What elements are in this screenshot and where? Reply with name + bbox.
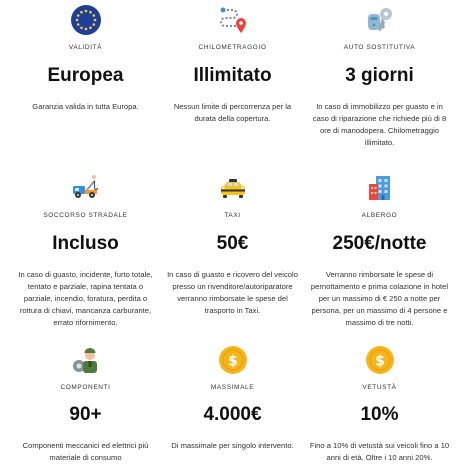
card-label: ALBERGO — [361, 212, 398, 219]
card-componenti — [8, 344, 163, 464]
card-value: Incluso — [52, 233, 119, 254]
card-description: In caso di immobilizzo per guasto e in caso di riparazione che richiede più di 8 ore di manodopera. Chilometraggio illimitato. — [312, 102, 447, 147]
mechanic-icon — [70, 344, 102, 376]
card-description: Garanzia valida in tutta Europa. — [32, 102, 139, 111]
card-description: Componenti meccanici ed elettrici più materiale di consumo — [22, 441, 149, 462]
card-description: Di massimale per singolo intervento. — [171, 441, 294, 450]
card-value: 90+ — [69, 404, 102, 425]
card-label: MASSIMALE — [210, 384, 255, 391]
eu-flag-icon — [70, 4, 102, 36]
card-value: 10% — [360, 404, 399, 425]
card-description: Fino a 10% di vetustà sui veicoli fino a 10 anni di età. Oltre i 10 anni 20%. — [309, 441, 450, 462]
card-description: In caso di guasto, incidente, furto totale, tentato e parziale, rapina tentata o parziale, incendio, foratura, perdita o rottura di chiavi, mancanza carburante, errato rifornimento. — [18, 270, 153, 327]
card-massimale — [155, 344, 310, 452]
card-value: 250€/notte — [332, 233, 427, 254]
card-value: 50€ — [216, 233, 249, 254]
card-auto-sostitutiva — [302, 4, 457, 149]
card-value: 4.000€ — [203, 404, 262, 425]
card-soccorso-stradale — [8, 172, 163, 329]
card-albergo — [302, 172, 457, 329]
card-label: VALIDITÀ — [68, 44, 103, 51]
card-label: AUTO SOSTITUTIVA — [343, 44, 416, 51]
card-label: COMPONENTI — [60, 384, 111, 391]
card-validita — [8, 4, 163, 113]
card-description: Verranno rimborsate le spese di pernottamento e prima colazione in hotel per un massimo di € 250 a notte per persona, per un massimo di 4 persone e massimo di tre notti. — [310, 270, 449, 327]
card-label: SOCCORSO STRADALE — [43, 212, 128, 219]
route-pin-icon — [217, 4, 249, 36]
hotel-icon — [364, 172, 396, 204]
tow-truck-icon — [70, 172, 102, 204]
card-chilometraggio — [155, 4, 310, 125]
card-description: Nessun limite di percorrenza per la durata della copertura. — [173, 102, 292, 123]
svg-text:$: $ — [227, 353, 238, 370]
car-keys-icon — [364, 4, 396, 36]
card-description: In caso di guasto e ricovero del veicolo presso un rivenditore/autoriparatore verranno rimborsate le spese del trasporto in Taxi. — [167, 270, 298, 315]
card-vetusta — [302, 344, 457, 464]
card-label: VETUSTÀ — [362, 384, 397, 391]
svg-text:$: $ — [374, 353, 385, 370]
card-label: CHILOMETRAGGIO — [198, 44, 267, 51]
card-value: 3 giorni — [345, 65, 414, 86]
coin-icon — [217, 344, 249, 376]
coin-icon — [364, 344, 396, 376]
card-label: TAXI — [224, 212, 241, 219]
taxi-icon — [217, 172, 249, 204]
card-value: Illimitato — [193, 65, 272, 86]
card-taxi — [155, 172, 310, 317]
card-value: Europea — [47, 65, 124, 86]
